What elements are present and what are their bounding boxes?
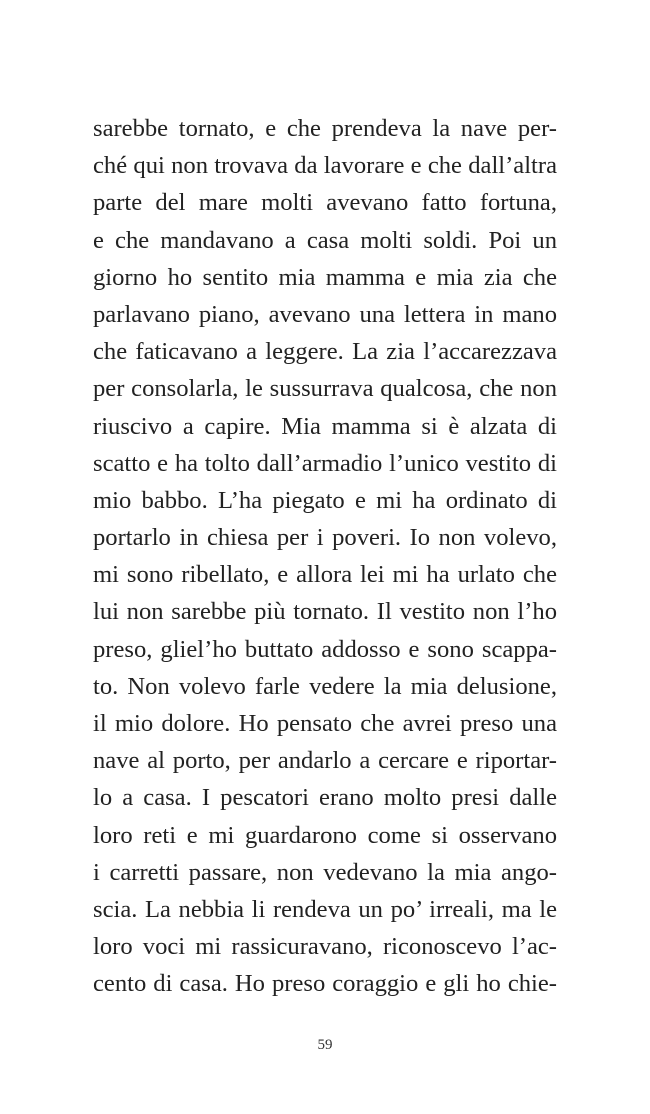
text-line: e che mandavano a casa molti soldi. Poi un — [93, 226, 557, 254]
text-line: i carretti passare, non vedevano la mia ango- — [93, 858, 557, 886]
text-line: il mio dolore. Ho pensato che avrei preso una — [93, 710, 557, 737]
text-line: scatto e ha tolto dall’armadio l’unico vestito di — [93, 449, 557, 477]
text-line: to. Non volevo farle vedere la mia delusione, — [93, 672, 557, 700]
text-line: ché qui non trovava da lavorare e che dall’altra — [93, 152, 557, 180]
text-line: cento di casa. Ho preso coraggio e gli ho chie- — [93, 970, 557, 998]
text-line: portarlo in chiesa per i poveri. Io non volevo, — [93, 524, 557, 552]
text-line: riuscivo a capire. Mia mamma si è alzata di — [93, 412, 557, 440]
text-line: sarebbe tornato, e che prendeva la nave per- — [93, 115, 557, 142]
text-line: lui non sarebbe più tornato. Il vestito non l’ho — [93, 598, 557, 626]
text-line: che faticavano a leggere. La zia l’accarezzava — [93, 338, 557, 366]
text-line: scia. La nebbia li rendeva un po’ irreali, ma le — [93, 895, 557, 923]
text-line: preso, gliel’ho buttato addosso e sono scappa- — [93, 635, 557, 663]
text-line: per consolarla, le sussurrava qualcosa, che non — [93, 375, 557, 403]
text-line: loro voci mi rassicuravano, riconoscevo l’ac- — [93, 933, 557, 961]
text-line: giorno ho sentito mia mamma e mia zia che — [93, 263, 557, 291]
page-number: 59 — [317, 1037, 333, 1053]
text-line: lo a casa. I pescatori erano molto presi dalle — [93, 784, 557, 812]
text-line: mio babbo. L’ha piegato e mi ha ordinato di — [93, 486, 557, 514]
text-line: parlavano piano, avevano una lettera in mano — [93, 300, 557, 328]
text-line: nave al porto, per andarlo a cercare e riportar- — [93, 747, 557, 775]
text-line: parte del mare molti avevano fatto fortuna, — [93, 189, 557, 217]
text-line: loro reti e mi guardarono come si osservano — [93, 821, 557, 849]
text-line: mi sono ribellato, e allora lei mi ha urlato che — [93, 561, 557, 589]
body-text — [93, 110, 557, 1003]
